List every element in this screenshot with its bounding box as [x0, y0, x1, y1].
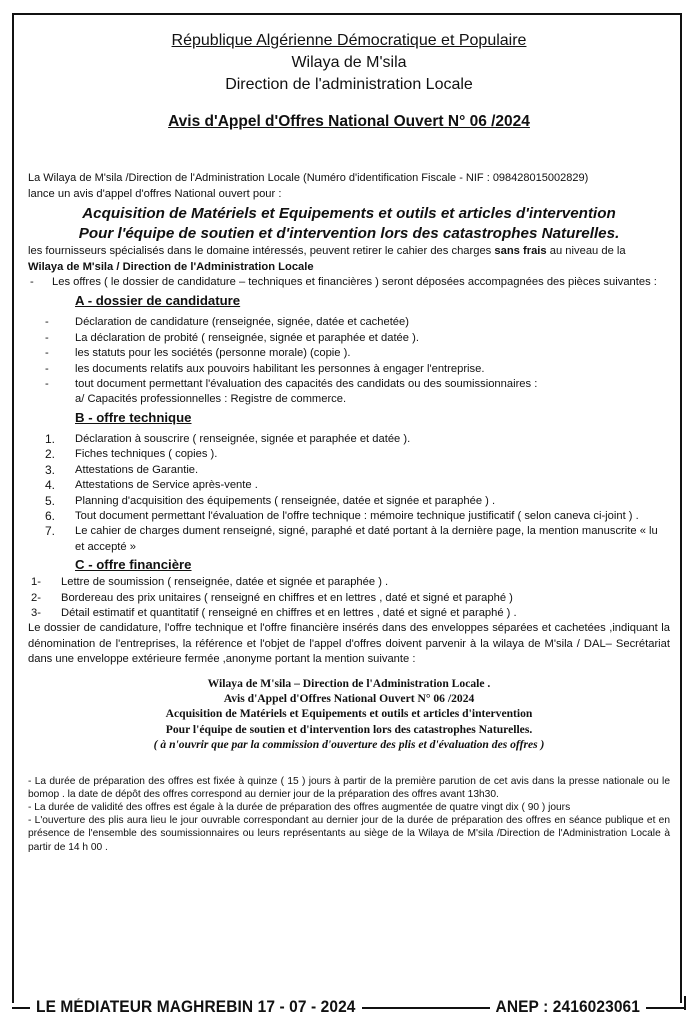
- mention-line-2: Avis d'Appel d'Offres National Ouvert N° 06 /2024: [223, 691, 475, 705]
- submission-paragraph: Le dossier de candidature, l'offre technique et l'offre financière insérés dans des enveloppes séparées et cachetées ,indiquant la dénomination de l'entreprises, la référence et l'objet de l'appel d'offres doivent parvenir à la wilaya de M'sila / DAL– Secrétariat dans une enveloppe extérieure fermée ,anonyme portant la mention suivante :: [28, 622, 670, 666]
- intro-line-1: La Wilaya de M'sila /Direction de l'Administration Locale (Numéro d'identification Fiscale - NIF : 098428015002829): [28, 172, 589, 185]
- list-item: - Déclaration de candidature (renseignée, signée, datée et cachetée): [45, 316, 409, 329]
- list-item: - La déclaration de probité ( renseignée, signée et paraphée et datée ).: [45, 331, 419, 344]
- list-item: 5. Planning d'acquisition des équipements ( renseignée, datée et signée et paraphée ) .: [45, 493, 496, 508]
- retrieve-text: les fournisseurs spécialisés dans le domaine intéressés, peuvent retirer le cahier des charges: [28, 245, 495, 258]
- mention-line-5: ( à n'ouvrir que par la commission d'ouverture des plis et d'évaluation des offres ): [153, 738, 545, 752]
- section-c-list: [28, 575, 670, 621]
- section-b-title: B - offre technique: [75, 409, 192, 425]
- list-item: 1. Déclaration à souscrire ( renseignée, signée et paraphée et datée ).: [45, 431, 411, 446]
- list-item: - les documents relatifs aux pouvoirs habilitant les personnes à engager l'entreprise.: [45, 362, 485, 375]
- note-item: - La durée de validité des offres est égale à la durée de préparation des offres augmentée de quatre vingt dix ( 90 ) jours: [28, 802, 571, 813]
- section-b-list: [28, 432, 670, 555]
- footer-rule: [362, 1007, 490, 1009]
- footer-publication: LE MÉDIATEUR MAGHREBIN 17 - 07 - 2024: [36, 998, 356, 1017]
- list-item: 7. Le cahier de charges dument renseigné, signé, paraphé et daté portant à la dernière page, la mention manuscrite « lu et accepté »: [45, 524, 658, 553]
- retrieve-paragraph: [28, 244, 670, 259]
- mention-line-1: Wilaya de M'sila – Direction de l'Administration Locale .: [207, 676, 491, 690]
- footer: [12, 996, 686, 1020]
- list-item: 4. Attestations de Service après-vente .: [45, 478, 258, 493]
- retrieve-text-after: au niveau de la: [546, 245, 626, 258]
- frame-corner: [684, 996, 686, 1010]
- footer-rule: [12, 1007, 30, 1009]
- notice-content: [28, 30, 670, 854]
- envelope-mention: [28, 676, 670, 753]
- section-a-title: A - dossier de candidature: [75, 293, 241, 309]
- section-c-title: C - offre financière: [75, 557, 192, 573]
- list-item: - tout document permettant l'évaluation des capacités des candidats ou des soumissionnaires :: [45, 378, 538, 391]
- header: [28, 30, 670, 96]
- header-republic: République Algérienne Démocratique et Populaire: [171, 32, 527, 49]
- dash-marker: -: [30, 276, 34, 289]
- retrieve-location: Wilaya de M'sila / Direction de l'Administration Locale: [28, 260, 314, 273]
- notes: [28, 775, 670, 854]
- note-item: - La durée de préparation des offres est fixée à quinze ( 15 ) jours à partir de la première parution de cet avis dans la presse nationale ou le bomop . la date de dépôt des offres correspond au dernier jour de la préparation des offres avant 13h30.: [28, 775, 670, 800]
- list-item: 1- Lettre de soumission ( renseignée, datée et signée et paraphée ) .: [31, 576, 389, 589]
- offers-intro: [28, 275, 670, 290]
- list-item: 3. Attestations de Garantie.: [45, 462, 199, 477]
- header-wilaya: Wilaya de M'sila: [291, 54, 407, 71]
- section-a-list: [28, 315, 670, 407]
- list-item: 2- Bordereau des prix unitaires ( renseigné en chiffres et en lettres , daté et signé et paraphé ): [31, 591, 513, 604]
- retrieve-free: sans frais: [494, 245, 547, 258]
- mention-line-4: Pour l'équipe de soutien et d'intervention lors des catastrophes Naturelles.: [165, 722, 533, 736]
- list-item: - les statuts pour les sociétés (personne morale) (copie ).: [45, 347, 351, 360]
- list-item: 2. Fiches techniques ( copies ).: [45, 447, 218, 462]
- offers-intro-text: Les offres ( le dossier de candidature – techniques et financières ) seront déposées accompagnées des pièces suivantes :: [52, 276, 657, 289]
- list-item: 6. Tout document permettant l'évaluation de l'offre technique : mémoire technique justificatif ( selon caneva ci-joint ) .: [45, 508, 639, 523]
- list-item: 3- Détail estimatif et quantitatif ( renseigné en chiffres et en lettres , daté et signé et paraphé ) .: [31, 606, 517, 619]
- intro-line-2: lance un avis d'appel d'offres National ouvert pour :: [28, 187, 282, 200]
- note-item: - L'ouverture des plis aura lieu le jour ouvrable correspondant au dernier jour de la durée de préparation des offres en séance publique et en présence de l'ensemble des soumissionnaires ou leurs représentants au siège de la Wilaya de M'sila /Direction de l'Administration Locale à partir de 14 h 00 .: [28, 815, 670, 853]
- header-direction: Direction de l'administration Locale: [225, 76, 473, 93]
- list-subitem: a/ Capacités professionnelles : Registre de commerce.: [75, 393, 347, 406]
- object-title: [28, 204, 670, 244]
- object-line-2: Pour l'équipe de soutien et d'intervention lors des catastrophes Naturelles.: [78, 225, 620, 243]
- footer-rule: [646, 1007, 686, 1009]
- object-line-1: Acquisition de Matériels et Equipements et outils et articles d'intervention: [82, 205, 616, 223]
- notice-title: Avis d'Appel d'Offres National Ouvert N° 06 /2024: [168, 113, 530, 130]
- footer-anep: ANEP : 2416023061: [495, 998, 640, 1017]
- mention-line-3: Acquisition de Matériels et Equipements et outils et articles d'intervention: [165, 707, 533, 721]
